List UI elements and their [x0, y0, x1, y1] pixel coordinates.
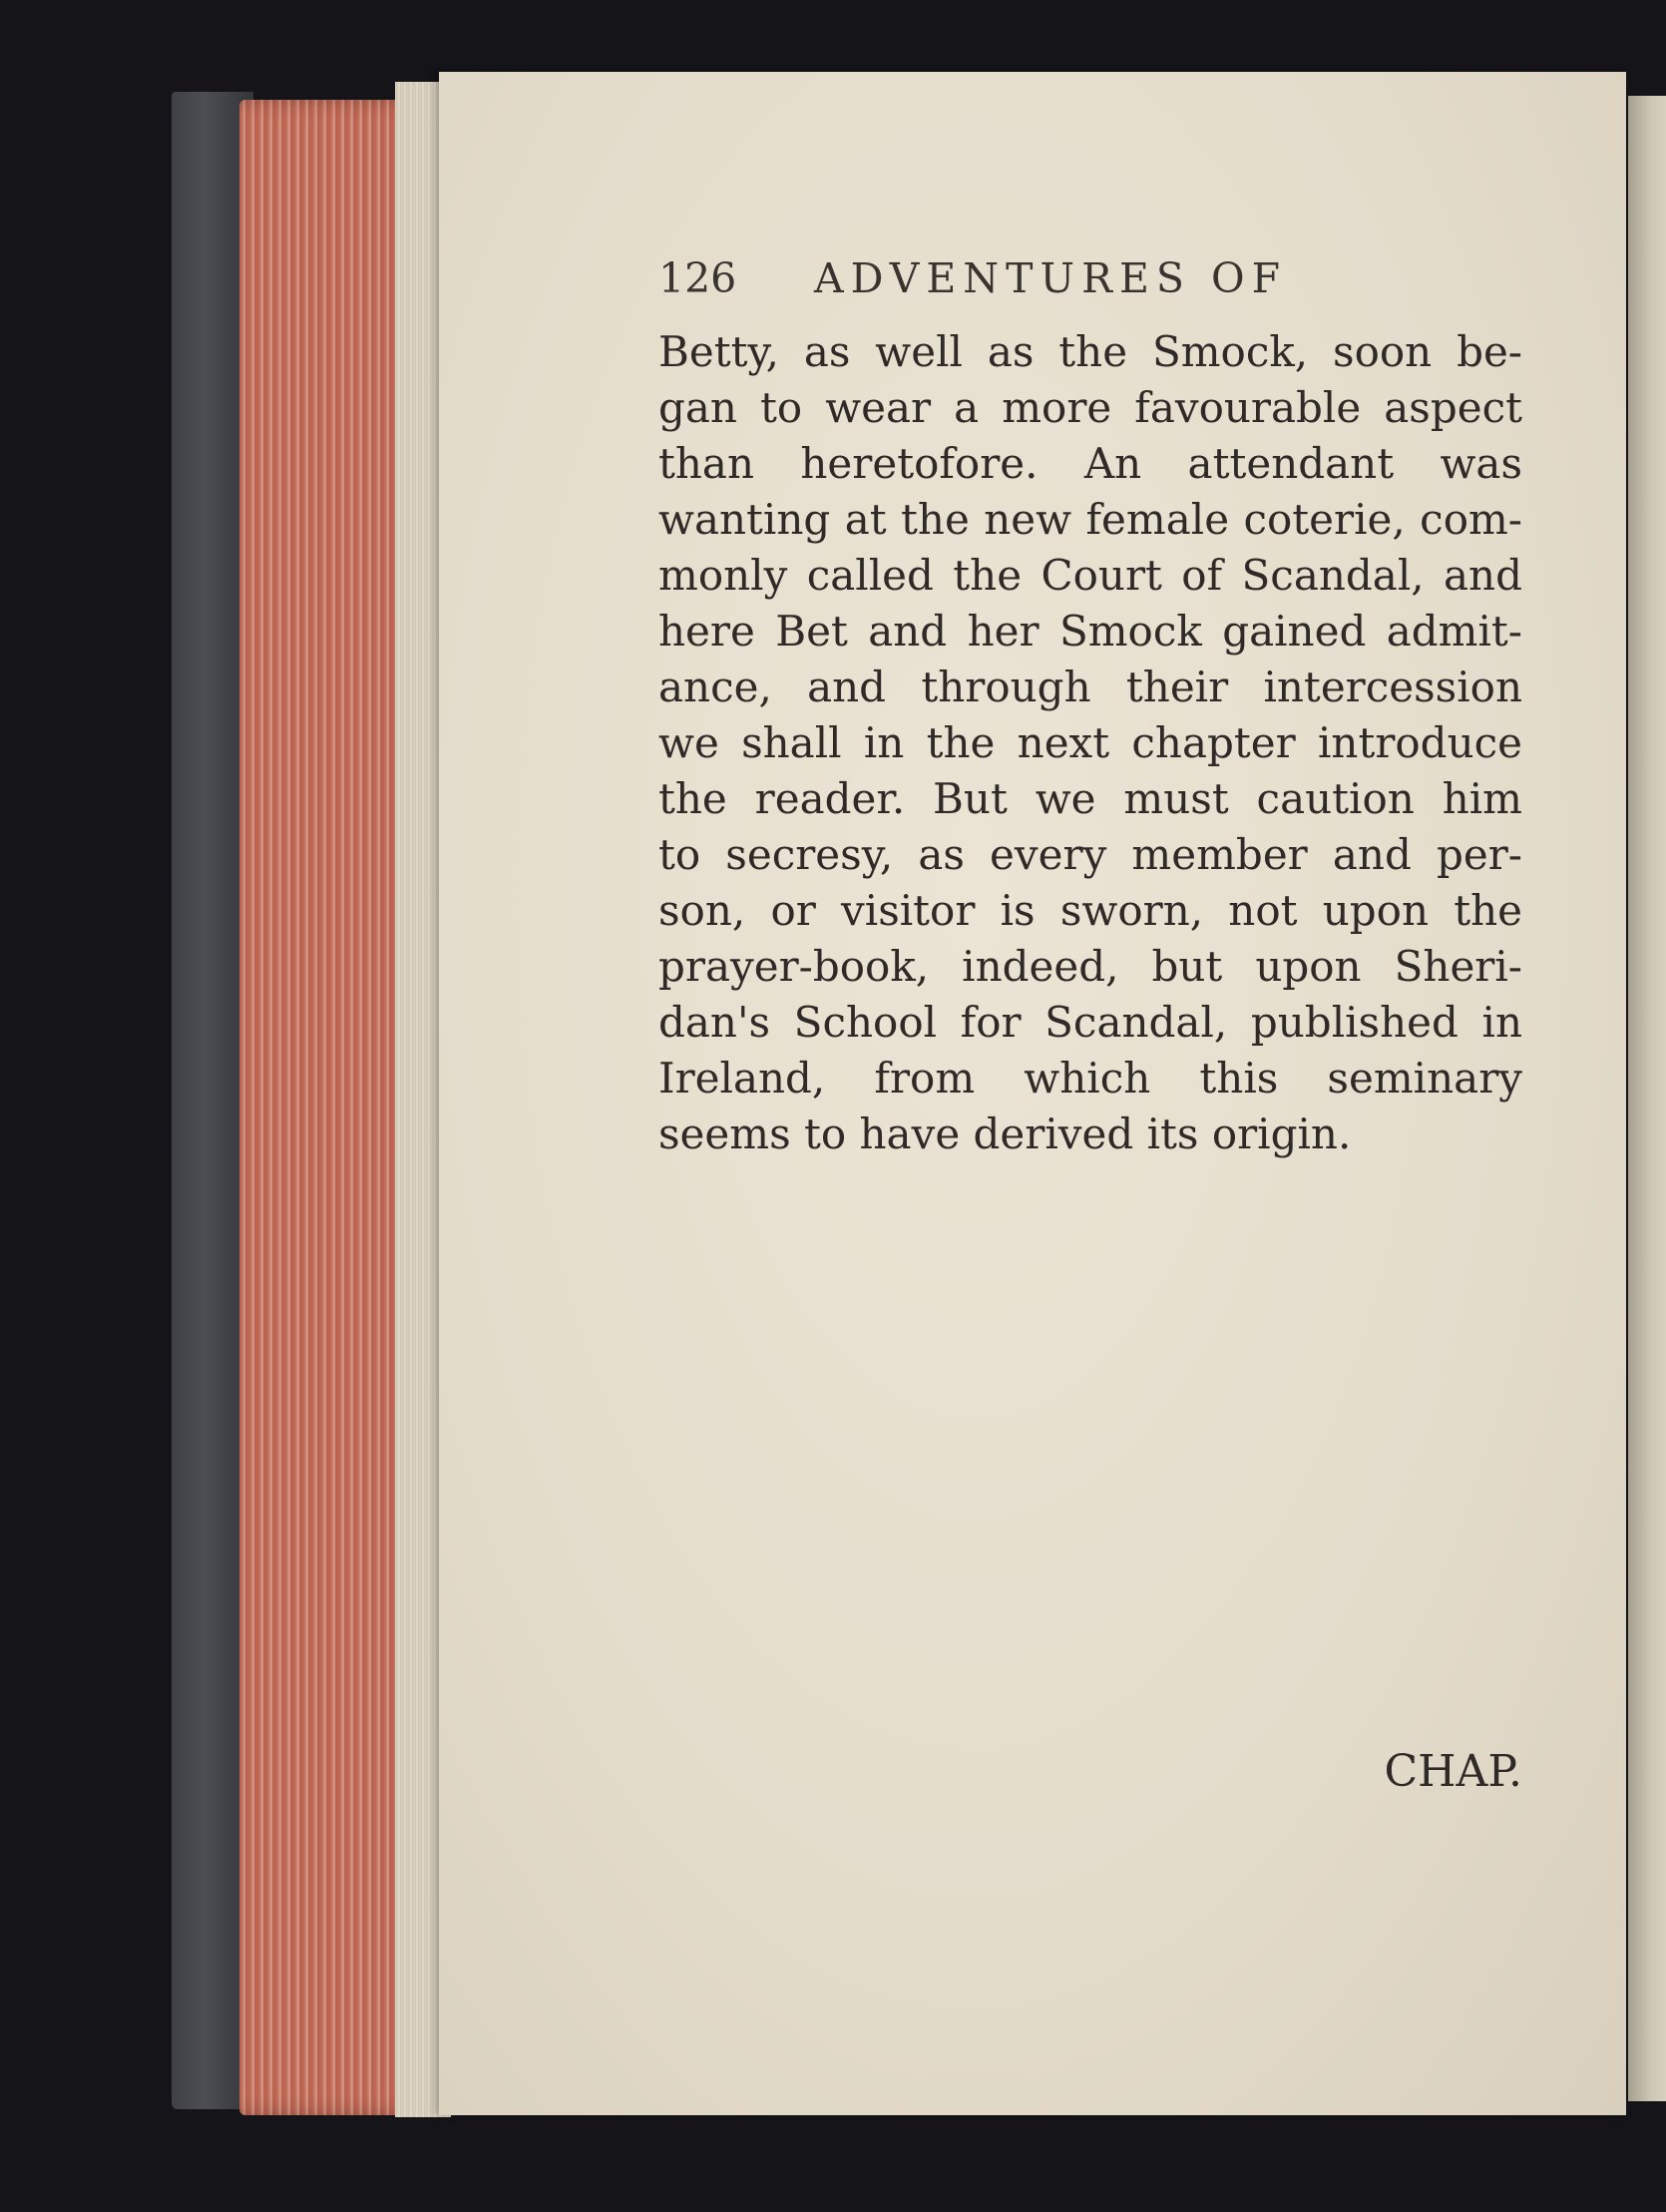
- page-number: 126: [658, 254, 737, 302]
- facing-page: [1628, 96, 1666, 2101]
- running-head: ADVENTURES OF: [814, 254, 1288, 302]
- text-block: [658, 254, 1522, 1162]
- catchword: CHAP.: [1384, 1746, 1522, 1797]
- body-line: the reader. But we must caution him: [658, 774, 1522, 823]
- body-line: son, or visitor is sworn, not upon the: [658, 886, 1522, 935]
- body-line: ance, and through their intercession: [658, 663, 1522, 711]
- body-line: prayer-book, indeed, but upon Sheri-: [658, 942, 1522, 991]
- body-line: gan to wear a more favourable aspect: [658, 383, 1522, 432]
- body-line: monly called the Court of Scandal, and: [658, 551, 1522, 600]
- body-line: Ireland, from which this seminary: [658, 1054, 1522, 1103]
- body-line: we shall in the next chapter introduce: [658, 718, 1522, 767]
- body-line: Betty, as well as the Smock, soon be-: [658, 327, 1522, 376]
- body-line: wanting at the new female coterie, com-: [658, 495, 1522, 544]
- body-line: dan's School for Scandal, published in: [658, 998, 1522, 1047]
- body-line: here Bet and her Smock gained admit-: [658, 607, 1522, 656]
- page-header: [658, 254, 1522, 324]
- body-line: than heretofore. An attendant was: [658, 439, 1522, 488]
- body-line: to secresy, as every member and per-: [658, 830, 1522, 879]
- body-line: seems to have derived its origin.: [658, 1109, 1352, 1158]
